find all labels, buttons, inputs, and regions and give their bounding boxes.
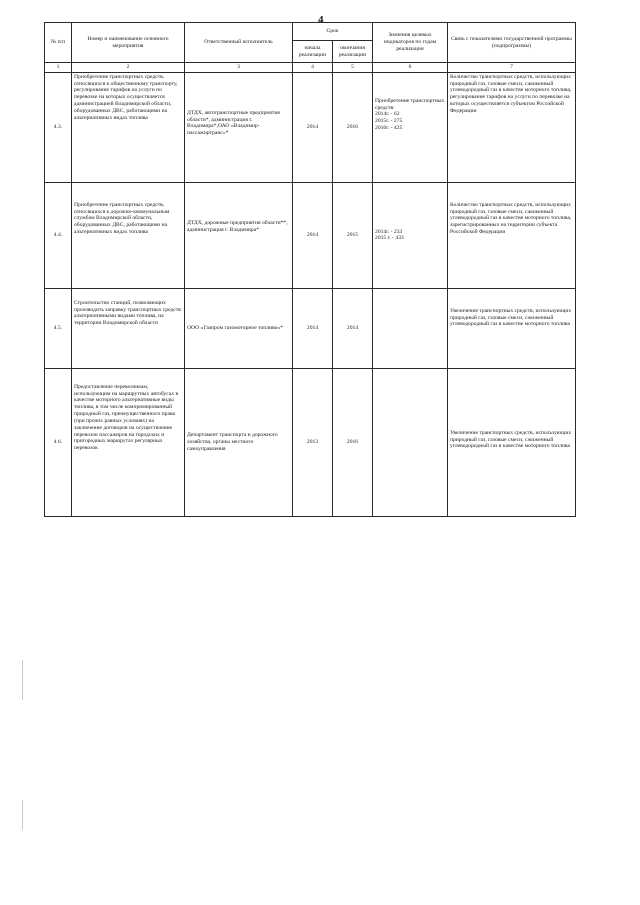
table-row <box>45 72 576 182</box>
row-link-text: Увеличение транспортных средств, использующих природный газ, газовые смеси, сжиженный углеводородный газ в качестве моторного топлива <box>450 307 572 328</box>
row-num: 4.5. <box>45 288 72 368</box>
row-indicators <box>373 72 448 182</box>
row-responsible-text: ДТДХ, автотранспортные предприятия области*, администрация г. Владимира*,ОАО «Владимир-пассажиртранс»* <box>187 109 280 137</box>
row-start: 2014 <box>293 288 333 368</box>
row-start: 2014 <box>293 72 333 182</box>
header-term: Срок <box>293 23 373 41</box>
column-number: 6 <box>373 63 448 73</box>
row-link-text: Количество транспортных средств, использующих природный газ, газовые смеси, сжиженный углеводородный газ в качестве моторного топлива, зарегистрированных на территории субъекта Российской Федерации <box>450 201 572 236</box>
scan-edge-mark <box>22 800 23 830</box>
row-link-text: Увеличение транспортных средств, использующих природный газ, газовые смеси, сжиженный углеводородный газ в качестве моторного топлива <box>450 429 572 450</box>
row-name <box>72 368 185 516</box>
row-responsible <box>185 182 293 288</box>
header-indicators: Значения целевых индикаторов по годам реализации <box>373 23 448 63</box>
row-name-text: Приобретение транспортных средств, относящихся к дорожно-коммунальным службам Владимирской области, оборудованных ДВС, работающими на альтернативных видах топлива <box>74 201 170 236</box>
row-link <box>448 368 576 516</box>
row-num: 4.4. <box>45 182 72 288</box>
row-indicators-text: Приобретение транспортных средств: 2014г. - 62 2015г. - 275 2016г. - 425 <box>375 97 445 132</box>
column-numbers-row <box>45 63 576 73</box>
page-number: 4 <box>318 14 324 26</box>
row-name <box>72 182 185 288</box>
measures-table <box>44 22 576 517</box>
row-indicators <box>373 368 448 516</box>
row-end: 2015 <box>333 182 373 288</box>
column-number: 7 <box>448 63 576 73</box>
row-link <box>448 182 576 288</box>
row-end: 2016 <box>333 368 373 516</box>
column-number: 4 <box>293 63 333 73</box>
row-responsible: ООО «Газпром газомоторное топливо»* <box>185 288 293 368</box>
row-start: 2014 <box>293 182 333 288</box>
row-responsible-text: ДТДХ, дорожные предприятия области**, администрация г. Владимира* <box>187 219 288 233</box>
row-end: 2014 <box>333 288 373 368</box>
column-number: 2 <box>72 63 185 73</box>
row-num: 4.6. <box>45 368 72 516</box>
row-responsible <box>185 72 293 182</box>
scan-edge-mark <box>22 660 23 700</box>
column-number: 1 <box>45 63 72 73</box>
header-start: начала реализации <box>293 41 333 63</box>
row-responsible: Департамент транспорта и дорожного хозяйства, органы местного самоуправления <box>185 368 293 516</box>
row-indicators <box>373 182 448 288</box>
header-num: № п/п <box>45 23 72 63</box>
table-row <box>45 288 576 368</box>
row-name-text: Строительство станций, позволяющих производить заправку транспортных средств альтернативными видами топлива, на территории Владимирской области <box>74 299 181 327</box>
header-responsible: Ответственный исполнитель <box>185 23 293 63</box>
table-row <box>45 368 576 516</box>
column-number: 5 <box>333 63 373 73</box>
row-name <box>72 288 185 368</box>
row-link: Количество транспортных средств, использующих природный газ, газовые смеси, сжиженный углеводородный газ в качестве моторного топлива, регулирование тарифов на услуги по перевозке на которых осуществляется субъектом Российской Федерации <box>448 72 576 182</box>
row-num: 4.3. <box>45 72 72 182</box>
header-link: Связь с показателями государственной программы (подпрограммы) <box>448 23 576 63</box>
row-link <box>448 288 576 368</box>
row-start: 2013 <box>293 368 333 516</box>
row-indicators-text: 2014г. - 233 2015 г. - 433 <box>375 228 404 242</box>
header-end: окончания реализации <box>333 41 373 63</box>
row-indicators <box>373 288 448 368</box>
row-name: Приобретение транспортных средств, относящихся к общественному транспорту, регулирование тарифов на услуги по перевозке на которых осуществляется администрацией Владимирской области, оборудованных ДВС, работающими на альтернативных видах топлива <box>72 72 185 182</box>
table-row <box>45 182 576 288</box>
row-name-text: Предоставление перевозчикам, использующим на маршрутных автобусах в качестве моторного альтернативные виды топлива, в том числе компримированный природный газ, преимущественного права (при прочих равных условиях) на заключение договоров на осуществление перевозок пассажиров на городских и пригородных маршрутах регулярных перевозок <box>74 383 179 452</box>
row-end: 2016 <box>333 72 373 182</box>
header-name: Номер и наименование основного мероприятия <box>72 23 185 63</box>
column-number: 3 <box>185 63 293 73</box>
